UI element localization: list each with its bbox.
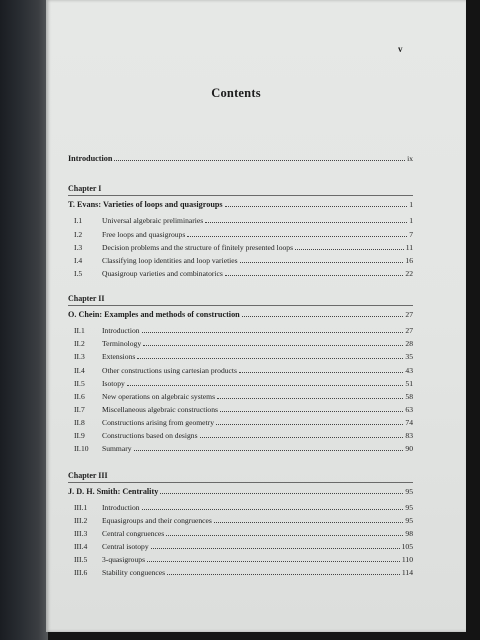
toc-entry-page: 95: [405, 487, 413, 496]
book-spine-shadow: [0, 0, 48, 640]
toc-section-row: II.8 Constructions arising from geometry 74: [74, 418, 413, 427]
toc-section-row: II.1 Introduction 27: [74, 326, 413, 335]
chapter-rule: [68, 195, 413, 196]
dot-leader: [225, 206, 408, 207]
author-title-text: T. Evans: Varieties of loops and quasigroups: [68, 200, 223, 209]
page-number: v: [398, 44, 403, 54]
toc-section-row: II.2 Terminology 28: [74, 339, 413, 348]
document-page: [46, 0, 466, 632]
toc-section-row: I.5 Quasigroup varieties and combinatorics 22: [74, 269, 413, 278]
toc-section-row: II.10 Summary 90: [74, 444, 413, 453]
toc-section-row: II.7 Miscellaneous algebraic constructions 63: [74, 405, 413, 414]
toc-section-row: III.2 Equasigroups and their congruences 95: [74, 516, 413, 525]
toc-section-row: II.5 Isotopy 51: [74, 379, 413, 388]
toc-section-row: III.1 Introduction 95: [74, 503, 413, 512]
chapter-author-title: [68, 487, 413, 496]
chapter-author-title: [68, 200, 413, 209]
toc-section-row: III.6 Stability conguences 114: [74, 568, 413, 577]
chapter-rule: [68, 305, 413, 306]
toc-entry-page: ix: [407, 154, 413, 163]
toc-section-row: I.1 Universal algebraic preliminaries 1: [74, 216, 413, 225]
toc-section-row: III.3 Central congruences 98: [74, 529, 413, 538]
toc-entry-introduction: [68, 154, 413, 163]
chapter-heading: Chapter II: [68, 294, 105, 303]
toc-section-row: I.2 Free loops and quasigroups 7: [74, 230, 413, 239]
page-title: Contents: [211, 86, 261, 100]
toc-section-row: III.5 3-quasigroups 110: [74, 555, 413, 564]
toc-section-row: II.4 Other constructions using cartesian products 43: [74, 366, 413, 375]
chapter-heading: Chapter I: [68, 184, 102, 193]
toc-section-row: III.4 Central isotopy 105: [74, 542, 413, 551]
toc-entry-page: 27: [405, 310, 413, 319]
toc-section-row: II.9 Constructions based on designs 83: [74, 431, 413, 440]
dot-leader: [160, 493, 403, 494]
chapter-author-title: [68, 310, 413, 319]
dot-leader: [242, 316, 404, 317]
toc-entry-title: Introduction: [68, 154, 113, 163]
toc-entry-page: 1: [409, 200, 413, 209]
author-title-text: O. Chein: Examples and methods of construction: [68, 310, 240, 319]
dot-leader: [114, 160, 405, 161]
toc-section-row: I.3 Decision problems and the structure of finitely presented loops 11: [74, 243, 413, 252]
author-title-text: J. D. H. Smith: Centrality: [68, 487, 159, 496]
chapter-rule: [68, 482, 413, 483]
toc-section-row: II.3 Extensions 35: [74, 352, 413, 361]
toc-section-row: I.4 Classifying loop identities and loop varieties 16: [74, 256, 413, 265]
toc-section-row: II.6 New operations on algebraic systems 58: [74, 392, 413, 401]
chapter-heading: Chapter III: [68, 471, 108, 480]
